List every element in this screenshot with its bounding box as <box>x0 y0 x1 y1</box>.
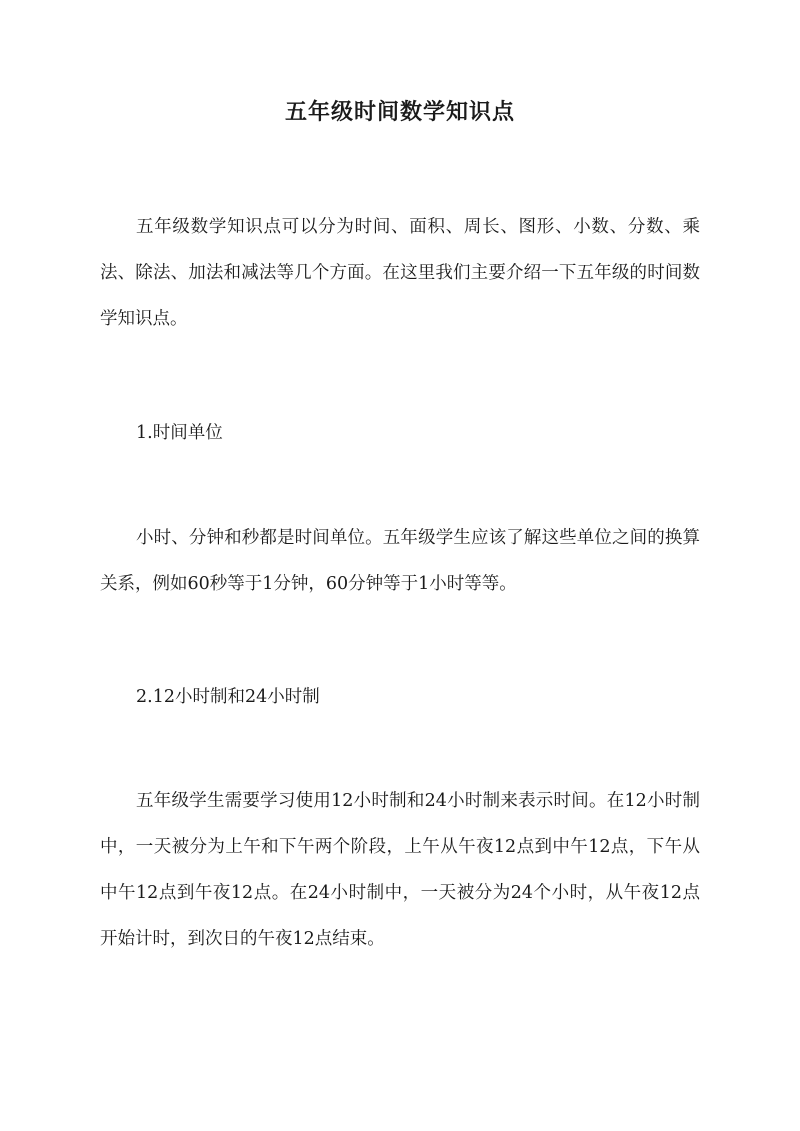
section-body-time-units: 小时、分钟和秒都是时间单位。五年级学生应该了解这些单位之间的换算关系，例如60秒等于1分钟，60分钟等于1小时等等。 <box>100 528 700 594</box>
document-title: 五年级时间数学知识点 <box>284 99 515 125</box>
section-heading-time-units: 1.时间单位 <box>136 423 223 443</box>
section-heading-clock-formats: 2.12小时制和24小时制 <box>136 687 320 707</box>
intro-paragraph: 五年级数学知识点可以分为时间、面积、周长、图形、小数、分数、乘法、除法、加法和减法等几个方面。在这里我们主要介绍一下五年级的时间数学知识点。 <box>100 217 700 329</box>
section-body-clock-formats: 五年级学生需要学习使用12小时制和24小时制来表示时间。在12小时制中，一天被分为上午和下午两个阶段，上午从午夜12点到中午12点，下午从中午12点到午夜12点。在24小时制中，一天被分为24个小时，从午夜12点开始计时，到次日的午夜12点结束。 <box>100 791 700 949</box>
